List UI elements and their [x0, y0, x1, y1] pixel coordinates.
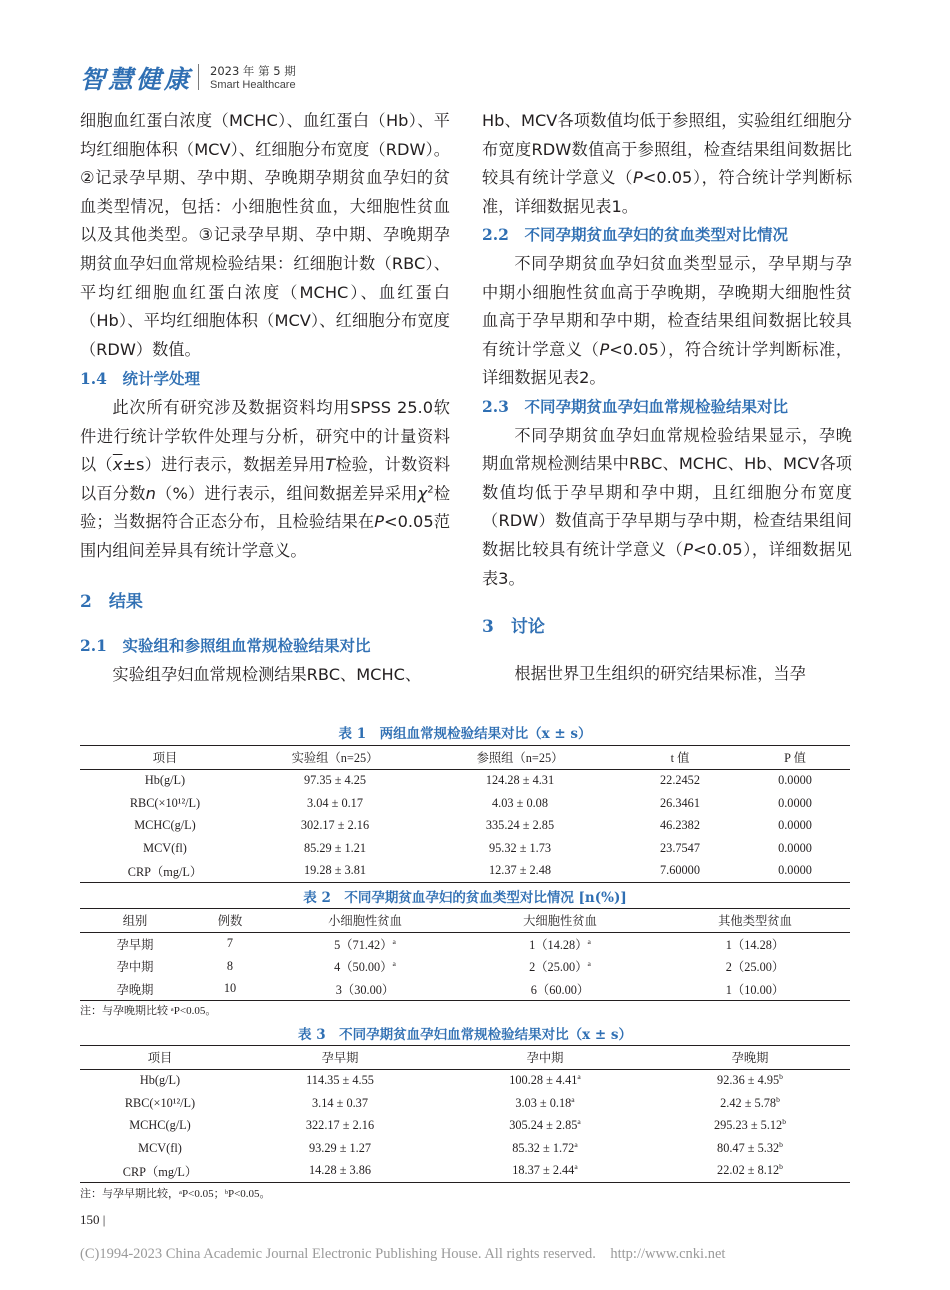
table-3-note: 注：与孕早期比较，ᵃP<0.05；ᵇP<0.05。 [80, 1188, 271, 1200]
heading-2-results: 2 结果 [80, 591, 143, 612]
table-2-header: 大细胞性贫血 [460, 909, 660, 933]
table-3-title: 表 3 不同孕期贫血孕妇血常规检验结果对比（x ± s） [298, 1027, 632, 1043]
table-row: 孕早期 7 $5(71.42)^a$ $1(14.28)^a$ 1（14.28） [116, 936, 785, 952]
table-3 [80, 1045, 850, 1183]
table-2-title: 表 2 不同孕期贫血孕妇的贫血类型对比情况 [n(%)] [303, 890, 627, 906]
paragraph-discussion: 根据世界卫生组织的研究结果标准，当孕 [514, 663, 806, 683]
table-row: MCV(fl) 85.29 ± 1.21 95.32 ± 1.73 23.7547 0.0000 [143, 840, 812, 855]
table-2-note: 注：与孕晚期比较 ᵃP<0.05。 [80, 1005, 217, 1017]
paragraph-statistics: 此次所有研究涉及数据资料均用SPSS 25.0软件进行统计学软件处理与分析，研究中的计量资料以$(\overline{x}\pm s)$进行表示，数据差异用T检验，计数资料以百分数n（%）进行表示，组间数据差异采用$\chi^2$检验；当数据符合正态分布，且检验结果在P<0.05范围内组间差异具有统计学意义。 [80, 397, 451, 560]
table-1 [80, 745, 850, 883]
table-1-header: P 值 [740, 746, 850, 770]
table-3-header: 孕早期 [240, 1046, 440, 1070]
table-2-header: 例数 [190, 909, 270, 933]
heading-1-4: 1.4 统计学处理 [80, 369, 200, 389]
table-2-header: 其他类型贫血 [660, 909, 850, 933]
journal-logo: 智慧健康 [80, 65, 193, 94]
issue-label: 2023 年 第 5 期 [210, 64, 296, 78]
table-row: CRP（mg/L） 19.28 ± 3.81 12.37 ± 2.48 7.60000 0.0000 [80, 860, 850, 883]
table-row: 孕晚期 10 3（30.00） 6（60.00） 1（10.00） [80, 978, 850, 1001]
table-row: Hb(g/L) 114.35 ± 4.55 100.28 ± 4.41$^a$ 92.36 ± 4.95$^b$ [139, 1072, 783, 1088]
heading-2-1: 2.1 实验组和参照组血常规检验结果对比 [80, 636, 371, 656]
table-1-header: 项目 [80, 746, 250, 770]
table-3-header: 项目 [80, 1046, 240, 1070]
page-number: 150 | [80, 1212, 106, 1227]
table-1-title: 表 1 两组血常规检验结果对比（x ± s） [338, 726, 592, 742]
heading-2-3: 2.3 不同孕期贫血孕妇血常规检验结果对比 [482, 396, 788, 416]
table-row: MCV(fl) 93.29 ± 1.27 85.32 ± 1.72$^a$ 80.47 ± 5.32$^b$ [138, 1139, 783, 1155]
paragraph-methods-continued: 细胞血红蛋白浓度（MCHC）、血红蛋白（Hb）、平均红细胞体积（MCV）、红细胞分布宽度（RDW）。②记录孕早期、孕中期、孕晚期孕期贫血孕妇的贫血类型情况，包括：小细胞性贫血，大细胞性贫血以及其他类型。③记录孕早期、孕中期、孕晚期孕期贫血孕妇血常规检验结果：红细胞计数（RBC）、平均红细胞血红蛋白浓度（MCHC）、血红蛋白（Hb）、平均红细胞体积（MCV）、红细胞分布宽度（RDW）数值。 [80, 111, 450, 359]
right-column [482, 107, 869, 688]
table-2-header: 组别 [80, 909, 190, 933]
paragraph-2-3: 不同孕期贫血孕妇血常规检验结果显示，孕晚期血常规检测结果中RBC、MCHC、Hb、MCV各项数值均低于孕早期和孕中期，且红细胞分布宽度 （RDW）数值高于孕早期与孕中期，检查结果组间数据比较具有统计学意义（P<0.05），详细数据见表3。 [482, 425, 869, 588]
table-1-header: 参照组（n=25） [420, 746, 620, 770]
table-2-header: 小细胞性贫血 [270, 909, 460, 933]
left-column [80, 107, 450, 689]
table-row: 孕中期 8 $4(50.00)^a$ $2(25.00)^a$ 2（25.00） [116, 958, 785, 975]
table-1-header: t 值 [620, 746, 740, 770]
heading-3-discussion: 3 讨论 [482, 617, 545, 638]
table-3-header: 孕中期 [440, 1046, 650, 1070]
table-row: RBC(×10¹²/L) 3.04 ± 0.17 4.03 ± 0.08 26.3461 0.0000 [129, 795, 812, 810]
table-row: MCHC(g/L) 322.17 ± 2.16 305.24 ± 2.85$^a$ 295.23 ± 5.12$^b$ [129, 1117, 787, 1133]
cnki-copyright-footer: (C)1994-2023 China Academic Journal Electronic Publishing House. All rights reserved. http://www.cnki.net [80, 1246, 726, 1262]
table-row: CRP（mg/L） 14.28 ± 3.86 18.37 ± 2.44$^a$ 22.02 ± 8.12$^b$ [80, 1160, 850, 1183]
table-3-header: 孕晚期 [650, 1046, 850, 1070]
heading-2-2: 2.2 不同孕期贫血孕妇的贫血类型对比情况 [482, 225, 788, 245]
journal-english-name: Smart Healthcare [210, 79, 296, 91]
header-divider [198, 64, 199, 90]
table-row: Hb(g/L) 97.35 ± 4.25 124.28 ± 4.31 22.2452 0.0000 [144, 773, 812, 788]
paragraph-2-1: 实验组孕妇血常规检测结果RBC、MCHC、 [112, 664, 422, 684]
paragraph-2-2: 不同孕期贫血孕妇贫血类型显示，孕早期与孕中期小细胞性贫血高于孕晚期，孕晚期大细胞性贫血高于孕早期和孕中期，检查结果组间数据比较具有统计学意义（P<0.05），符合统计学判断标准，详细数据见表2。 [482, 253, 853, 388]
paragraph-2-1-continued: Hb、MCV各项数值均低于参照组，实验组红细胞分布宽度RDW数值高于参照组，检查结果组间数据比较具有统计学意义（P<0.05），符合统计学判断标准，详细数据见表1。 [482, 111, 853, 216]
table-row: MCHC(g/L) 302.17 ± 2.16 335.24 ± 2.85 46.2382 0.0000 [134, 818, 812, 833]
table-2 [80, 908, 850, 1001]
table-row: RBC(×10¹²/L) 3.14 ± 0.37 3.03 ± 0.18$^a$ 2.42 ± 5.78$^b$ [124, 1094, 780, 1110]
table-1-header: 实验组（n=25） [250, 746, 420, 770]
